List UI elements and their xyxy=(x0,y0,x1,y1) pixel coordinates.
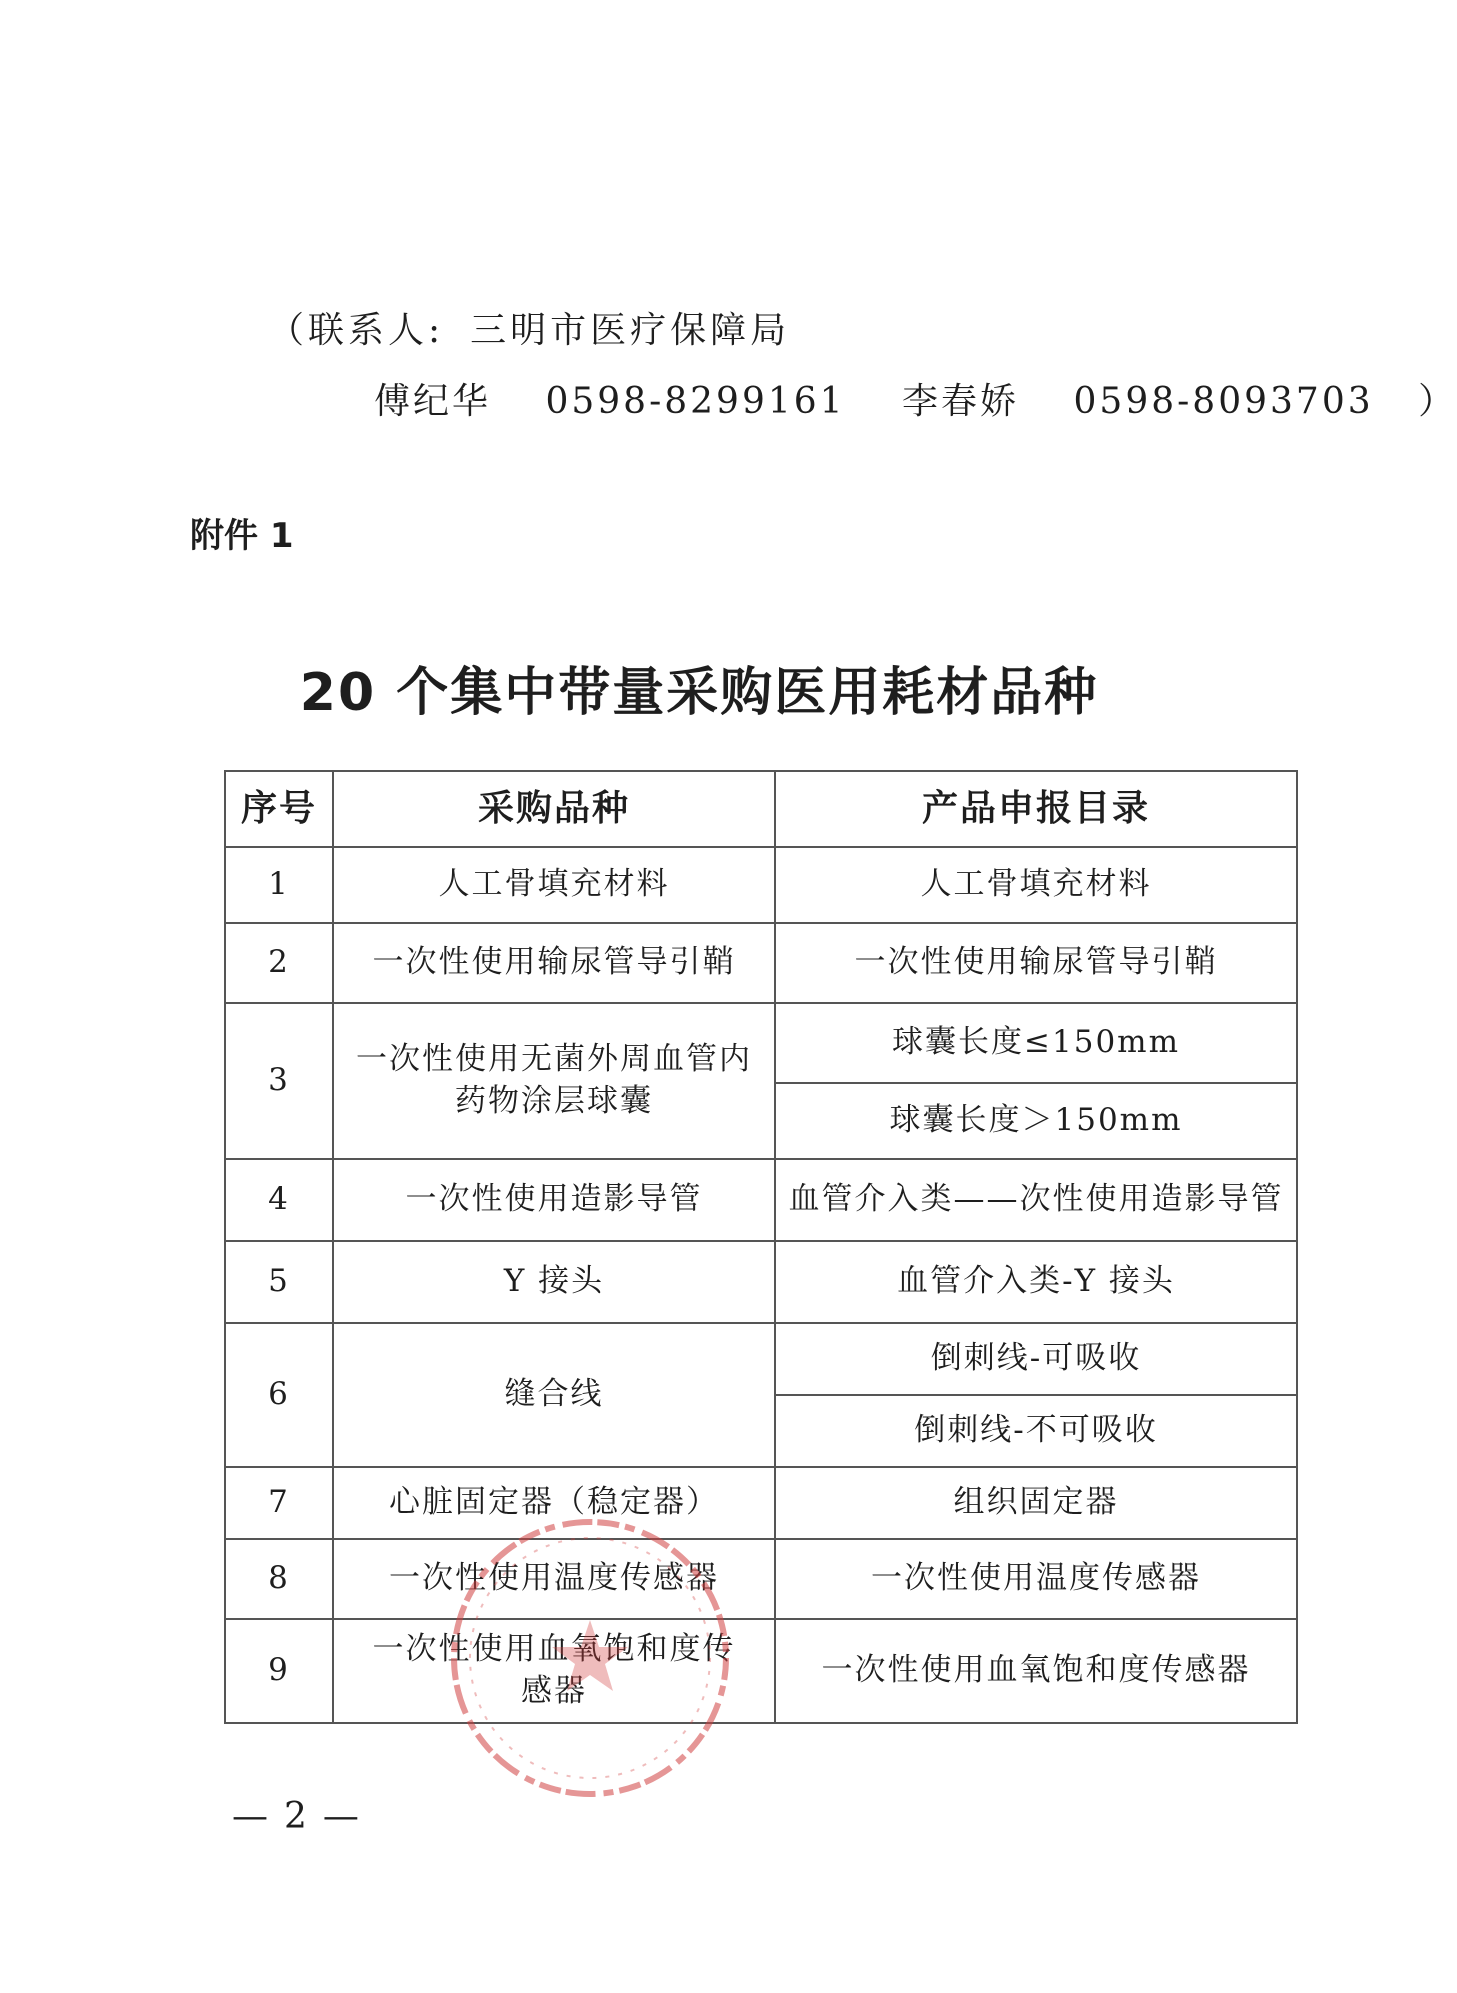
table-header-row xyxy=(225,771,1297,847)
row-no: 7 xyxy=(225,1467,333,1539)
row-no: 1 xyxy=(225,847,333,923)
table-row xyxy=(225,923,1297,1003)
row-catalog: 血管介入类——次性使用造影导管 xyxy=(775,1159,1297,1241)
row-no: 5 xyxy=(225,1241,333,1323)
contact-person-1-name: 傅纪华 xyxy=(374,381,492,422)
page-number: 2 xyxy=(284,1796,307,1837)
row-no: 4 xyxy=(225,1159,333,1241)
table-row xyxy=(225,1467,1297,1539)
contact-line-1 xyxy=(268,302,790,353)
consumables-table xyxy=(224,770,1298,1724)
row-no: 2 xyxy=(225,923,333,1003)
row-variety: Y 接头 xyxy=(333,1241,775,1323)
contact-suffix: ） xyxy=(1418,381,1457,422)
row-catalog: 血管介入类-Y 接头 xyxy=(775,1241,1297,1323)
row-no: 6 xyxy=(225,1323,333,1467)
contact-person-2-name: 李春娇 xyxy=(902,381,1020,422)
row-catalog: 组织固定器 xyxy=(775,1467,1297,1539)
row-variety: 人工骨填充材料 xyxy=(333,847,775,923)
header-catalog: 产品申报目录 xyxy=(775,771,1297,847)
row-no: 9 xyxy=(225,1619,333,1723)
table-row xyxy=(225,1619,1297,1723)
row-variety: 一次性使用血氧饱和度传感器 xyxy=(333,1619,775,1723)
row-catalog: 倒刺线-不可吸收 xyxy=(775,1395,1297,1467)
row-catalog: 人工骨填充材料 xyxy=(775,847,1297,923)
header-no: 序号 xyxy=(225,771,333,847)
row-catalog: 一次性使用温度传感器 xyxy=(775,1539,1297,1619)
row-variety: 一次性使用无菌外周血管内药物涂层球囊 xyxy=(333,1003,775,1159)
table-row xyxy=(225,1241,1297,1323)
contact-person-1-phone: 0598-8299161 xyxy=(545,381,846,422)
page-dash-right: — xyxy=(322,1796,359,1837)
row-variety: 一次性使用输尿管导引鞘 xyxy=(333,923,775,1003)
row-catalog: 球囊长度＞150mm xyxy=(775,1083,1297,1159)
table-row xyxy=(225,1323,1297,1395)
contact-organization: 三明市医疗保障局 xyxy=(470,310,791,351)
page-dash-left: — xyxy=(232,1796,268,1837)
row-catalog: 一次性使用输尿管导引鞘 xyxy=(775,923,1297,1003)
row-variety: 缝合线 xyxy=(333,1323,775,1467)
contact-line-2 xyxy=(374,373,1457,424)
document-title: 20 个集中带量采购医用耗材品种 xyxy=(299,663,1099,723)
table-row xyxy=(225,847,1297,923)
row-catalog: 倒刺线-可吸收 xyxy=(775,1323,1297,1395)
row-no: 8 xyxy=(225,1539,333,1619)
table-row xyxy=(225,1003,1297,1083)
row-catalog: 球囊长度≤150mm xyxy=(775,1003,1297,1083)
row-variety: 一次性使用造影导管 xyxy=(333,1159,775,1241)
contact-prefix: （联系人: xyxy=(268,310,445,351)
row-catalog: 一次性使用血氧饱和度传感器 xyxy=(775,1619,1297,1723)
row-variety: 一次性使用温度传感器 xyxy=(333,1539,775,1619)
contact-person-2-phone: 0598-8093703 xyxy=(1073,381,1374,422)
page-footer xyxy=(232,1796,359,1837)
row-no: 3 xyxy=(225,1003,333,1159)
header-variety: 采购品种 xyxy=(333,771,775,847)
row-variety: 心脏固定器（稳定器） xyxy=(333,1467,775,1539)
table-row xyxy=(225,1159,1297,1241)
attachment-label: 附件 1 xyxy=(190,516,294,556)
table-row xyxy=(225,1539,1297,1619)
